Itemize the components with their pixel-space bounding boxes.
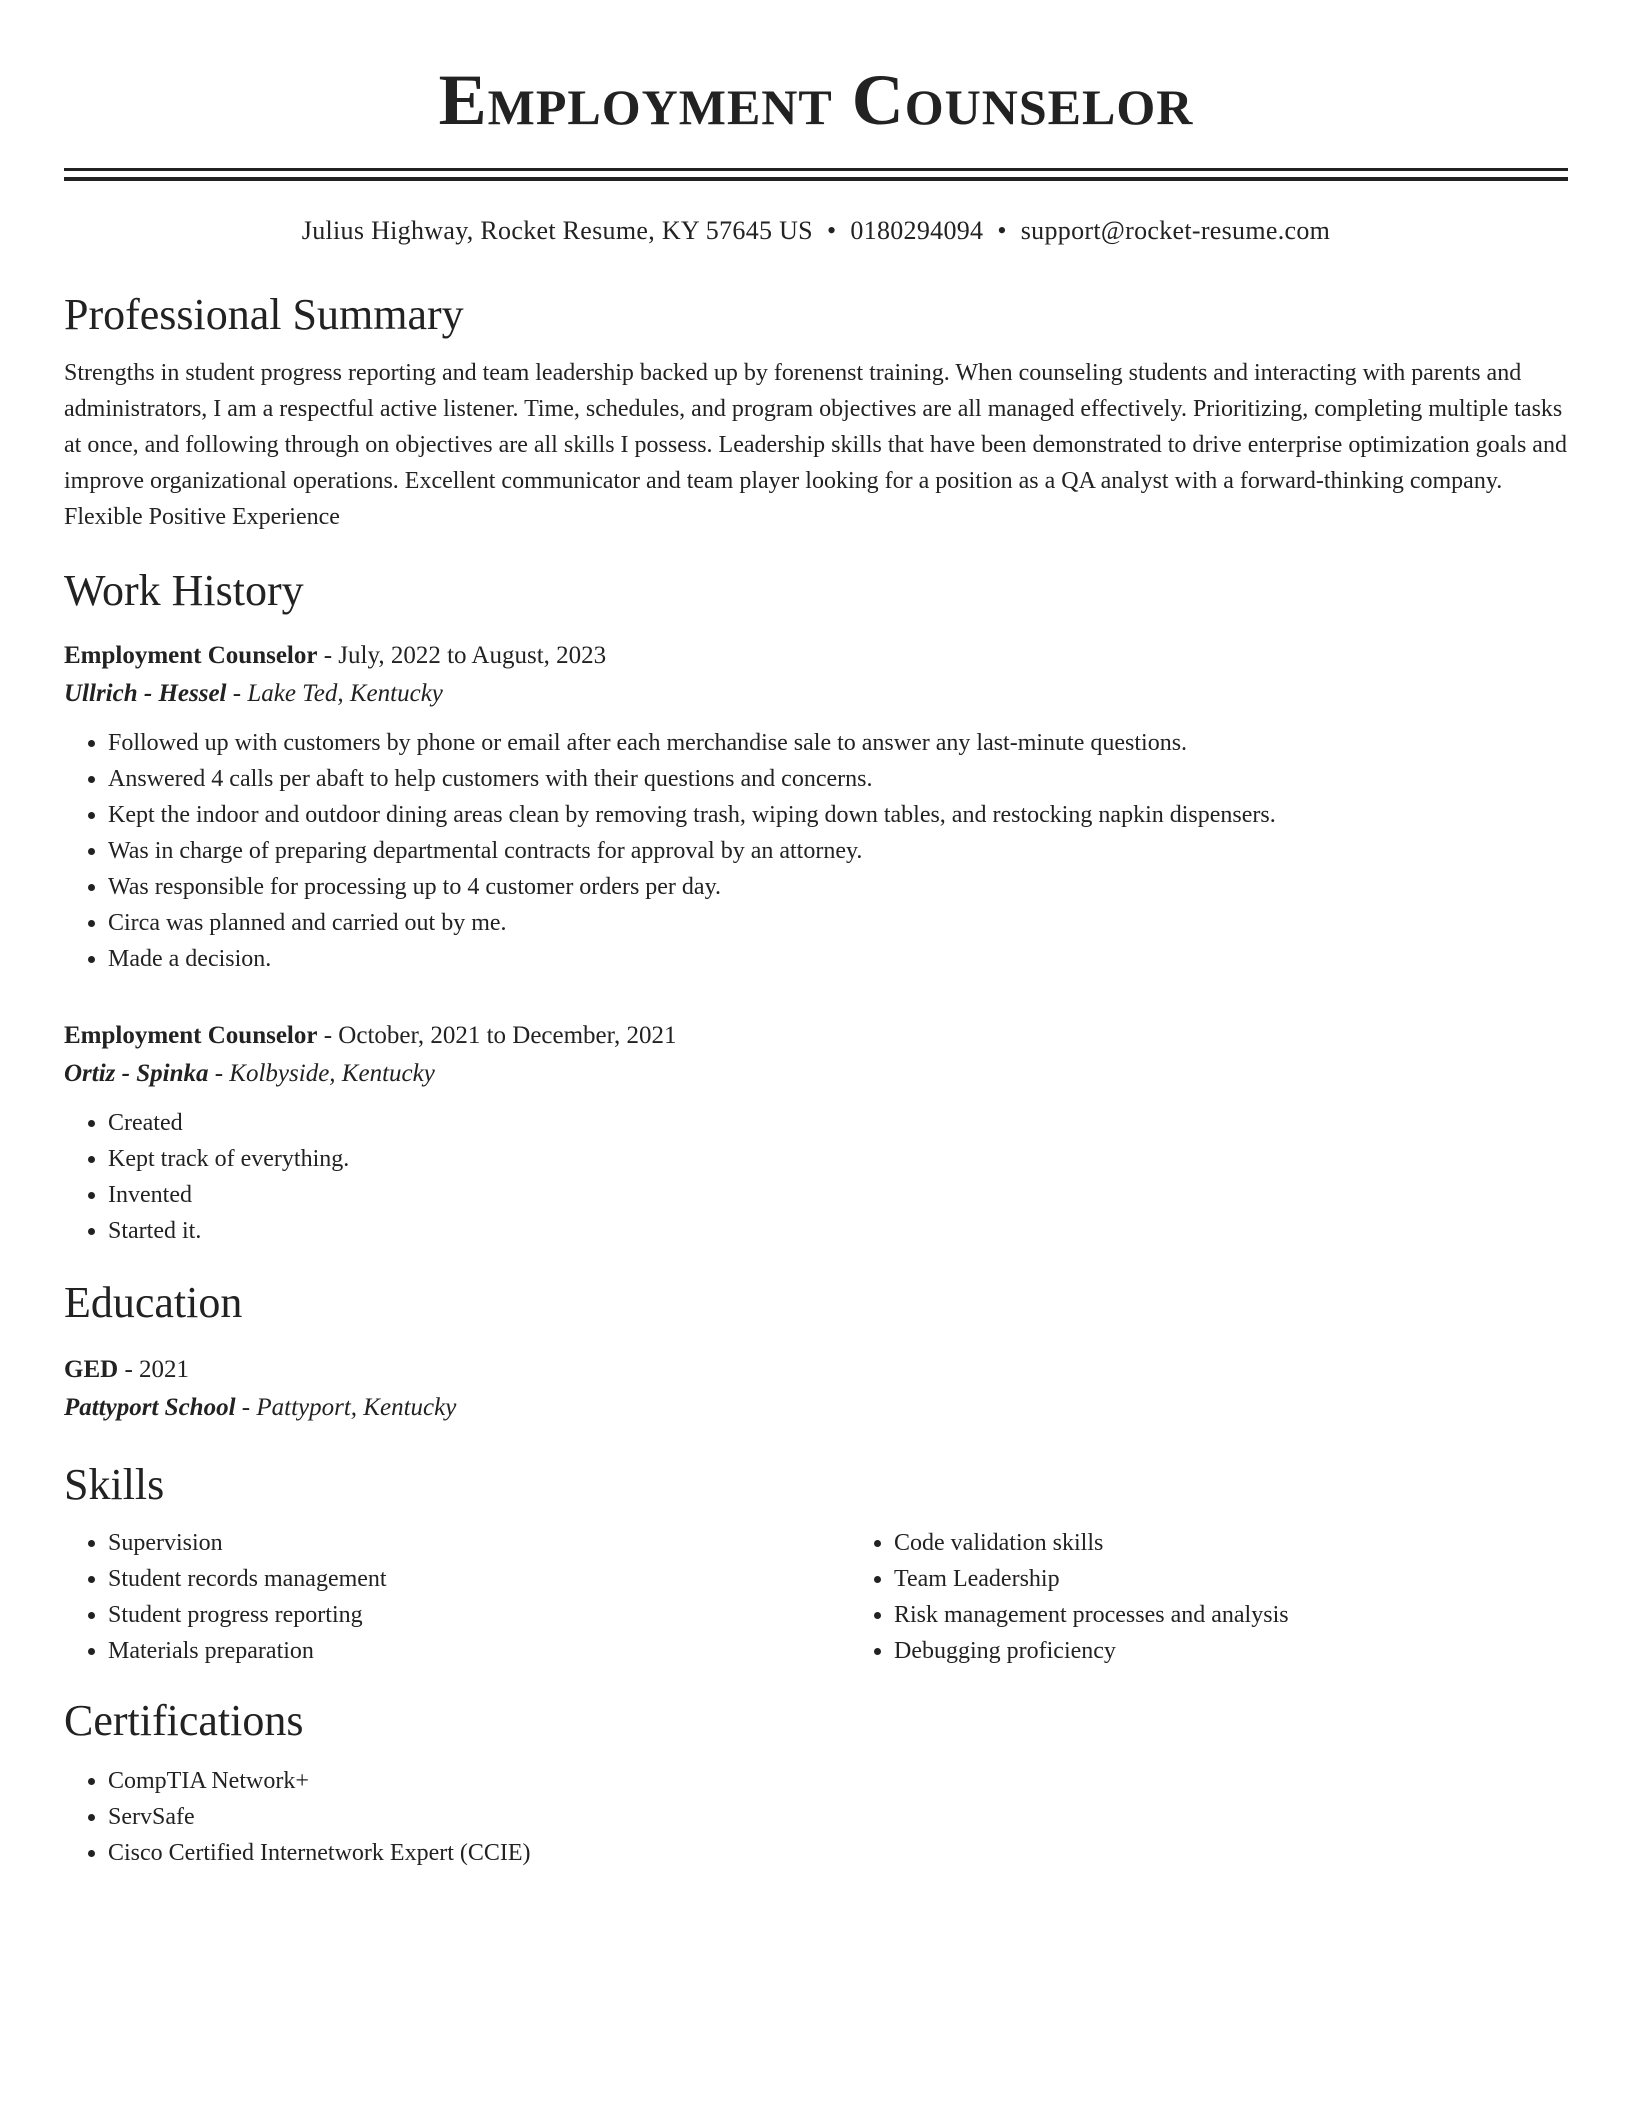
summary-heading: Professional Summary <box>64 290 464 339</box>
job-company-line <box>64 675 1568 713</box>
job-bullets <box>64 725 1568 977</box>
skills-heading: Skills <box>64 1460 165 1509</box>
job-company-line <box>64 1055 1568 1093</box>
contact-separator: • <box>826 216 837 245</box>
skills-section <box>64 1459 1568 1669</box>
list-item: • Debugging proficiency <box>894 1633 1568 1669</box>
job-location: - Kolbyside, Kentucky <box>208 1060 435 1087</box>
education-year: - 2021 <box>118 1356 190 1383</box>
job-dates: - July, 2022 to August, 2023 <box>317 642 607 669</box>
page-title: Employment Counselor <box>438 60 1194 140</box>
education-degree: GED <box>64 1356 119 1383</box>
job-title: Employment Counselor <box>64 642 318 669</box>
list-item: • Team Leadership <box>894 1561 1568 1597</box>
title-divider-top <box>64 168 1568 171</box>
work-history-section <box>64 565 1568 1249</box>
summary-text: Strengths in student progress reporting and team leadership backed up by forenenst training. When counseling students and interacting with parents and administrators, I am a respectful active listener. Time, schedules, and program objectives are all managed effectively. Prioritizing, completing multiple tasks at once, and following through on objectives are all skills I possess. Leadership skills that have been demonstrated to drive enterprise optimization goals and improve organizational operations. Excellent communicator and team player looking for a position as a QA analyst with a forward-thinking company. Flexible Positive Experience <box>64 360 1567 530</box>
job-company: Ortiz - Spinka <box>64 1060 209 1087</box>
education-heading: Education <box>64 1278 243 1327</box>
list-item: • Answered 4 calls per abaft to help customers with their questions and concerns. <box>108 761 1568 797</box>
list-item: • Was in charge of preparing departmental contracts for approval by an attorney. <box>108 833 1568 869</box>
list-item: • Followed up with customers by phone or email after each merchandise sale to answer any last-minute questions. <box>108 725 1568 761</box>
list-item: • Student records management <box>108 1561 850 1597</box>
job-title-line <box>64 1017 1568 1055</box>
job-entry <box>64 1017 1568 1249</box>
education-location: - Pattyport, Kentucky <box>235 1394 457 1421</box>
skills-list-left <box>64 1525 850 1669</box>
job-company: Ullrich - Hessel <box>64 680 227 707</box>
list-item: • Supervision <box>108 1525 850 1561</box>
list-item: • Code validation skills <box>894 1525 1568 1561</box>
contact-phone: 0180294094 <box>850 216 984 245</box>
list-item: • ServSafe <box>108 1799 1568 1835</box>
list-item: • Invented <box>108 1177 1568 1213</box>
summary-section <box>64 289 1568 535</box>
list-item: • Started it. <box>108 1213 1568 1249</box>
list-item: • CompTIA Network+ <box>108 1763 1568 1799</box>
list-item: • Circa was planned and carried out by me. <box>108 905 1568 941</box>
list-item: • Made a decision. <box>108 941 1568 977</box>
title-divider-bottom <box>64 177 1568 181</box>
contact-address: Julius Highway, Rocket Resume, KY 57645 US <box>301 216 813 245</box>
list-item: • Risk management processes and analysis <box>894 1597 1568 1633</box>
education-entry <box>64 1351 1568 1427</box>
list-item: • Created <box>108 1105 1568 1141</box>
job-location: - Lake Ted, Kentucky <box>226 680 443 707</box>
list-item: • Cisco Certified Internetwork Expert (CCIE) <box>108 1835 1568 1871</box>
list-item: • Kept track of everything. <box>108 1141 1568 1177</box>
list-item: • Materials preparation <box>108 1633 850 1669</box>
education-school-line <box>64 1389 1568 1427</box>
education-section <box>64 1277 1568 1427</box>
job-bullets <box>64 1105 1568 1249</box>
certifications-list <box>64 1763 1568 1871</box>
education-degree-line <box>64 1351 1568 1389</box>
job-entry <box>64 637 1568 977</box>
education-school: Pattyport School <box>64 1394 236 1421</box>
job-title: Employment Counselor <box>64 1022 318 1049</box>
certifications-section <box>64 1695 1568 1871</box>
work-history-heading: Work History <box>64 566 304 615</box>
list-item: • Was responsible for processing up to 4 customer orders per day. <box>108 869 1568 905</box>
list-item: • Student progress reporting <box>108 1597 850 1633</box>
contact-email: support@rocket-resume.com <box>1020 216 1331 245</box>
contact-line <box>64 215 1568 247</box>
contact-separator: • <box>997 216 1007 245</box>
skills-list-right <box>850 1525 1568 1669</box>
skills-columns <box>64 1525 1568 1669</box>
job-title-line <box>64 637 1568 675</box>
job-dates: - October, 2021 to December, 2021 <box>317 1022 677 1049</box>
list-item: • Kept the indoor and outdoor dining areas clean by removing trash, wiping down tables, and restocking napkin dispensers. <box>108 797 1568 833</box>
certifications-heading: Certifications <box>64 1696 304 1745</box>
